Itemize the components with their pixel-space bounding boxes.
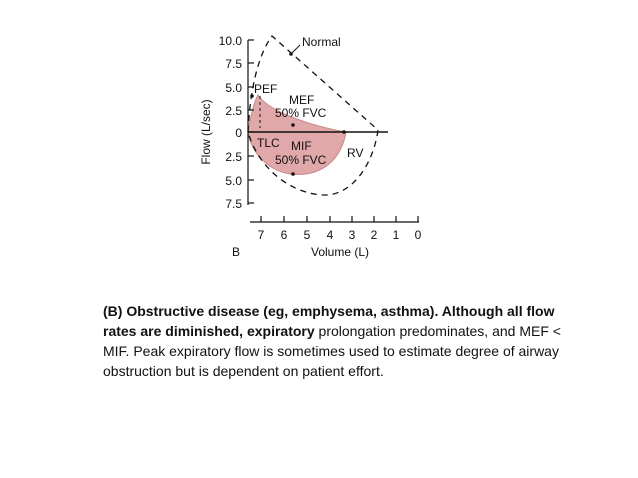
mef-point: [291, 123, 295, 127]
x-tick-label: 1: [392, 228, 400, 242]
x-axis-title: Volume (L): [310, 245, 370, 259]
panel-label: B: [231, 245, 241, 259]
x-tick-label: 6: [280, 228, 288, 242]
y-tick-label: 7.5: [225, 197, 242, 211]
mif-fvc-label: 50% FVC: [275, 153, 327, 167]
y-tick-label: 2.5: [225, 150, 242, 164]
y-tick-label: 5.0: [225, 174, 242, 188]
rv-point: [342, 130, 346, 134]
y-tick-label: 2.5: [225, 104, 242, 118]
mef-fvc-label: 50% FVC: [275, 106, 327, 120]
y-tick-label: 0: [235, 126, 242, 140]
mif-point: [291, 172, 295, 176]
caption-bold-text: (B) Obstructive disease (eg, emphysema, asthma). Although all flow rates are diminished, expiratory: [103, 303, 555, 339]
x-axis-ticks: [261, 216, 418, 222]
pef-label: PEF: [254, 82, 278, 96]
y-axis-title: Flow (L/sec): [199, 99, 213, 165]
normal-leader-dot: [289, 52, 293, 56]
mif-label: MIF: [291, 139, 312, 153]
tlc-label: TLC: [257, 136, 280, 150]
mef-label: MEF: [289, 93, 315, 107]
pef-point: [250, 94, 254, 98]
x-tick-label: 4: [326, 228, 334, 242]
normal-leader-line: [291, 45, 300, 54]
caption-text: prolongation predominates, and MEF < MIF. Peak expiratory flow is sometimes used to estimate degree of airway obstruction but is dependent on patient effort.: [103, 323, 561, 379]
x-tick-label: 3: [348, 228, 356, 242]
x-tick-label: 7: [257, 228, 265, 242]
x-tick-label: 0: [414, 228, 422, 242]
normal-label: Normal: [302, 35, 341, 49]
x-tick-label: 5: [303, 228, 311, 242]
figure-caption: [103, 301, 563, 381]
y-tick-label: 5.0: [225, 81, 242, 95]
y-tick-label: 10.0: [218, 34, 242, 48]
x-tick-label: 2: [370, 228, 378, 242]
y-tick-label: 7.5: [225, 57, 242, 71]
rv-label: RV: [347, 146, 364, 160]
